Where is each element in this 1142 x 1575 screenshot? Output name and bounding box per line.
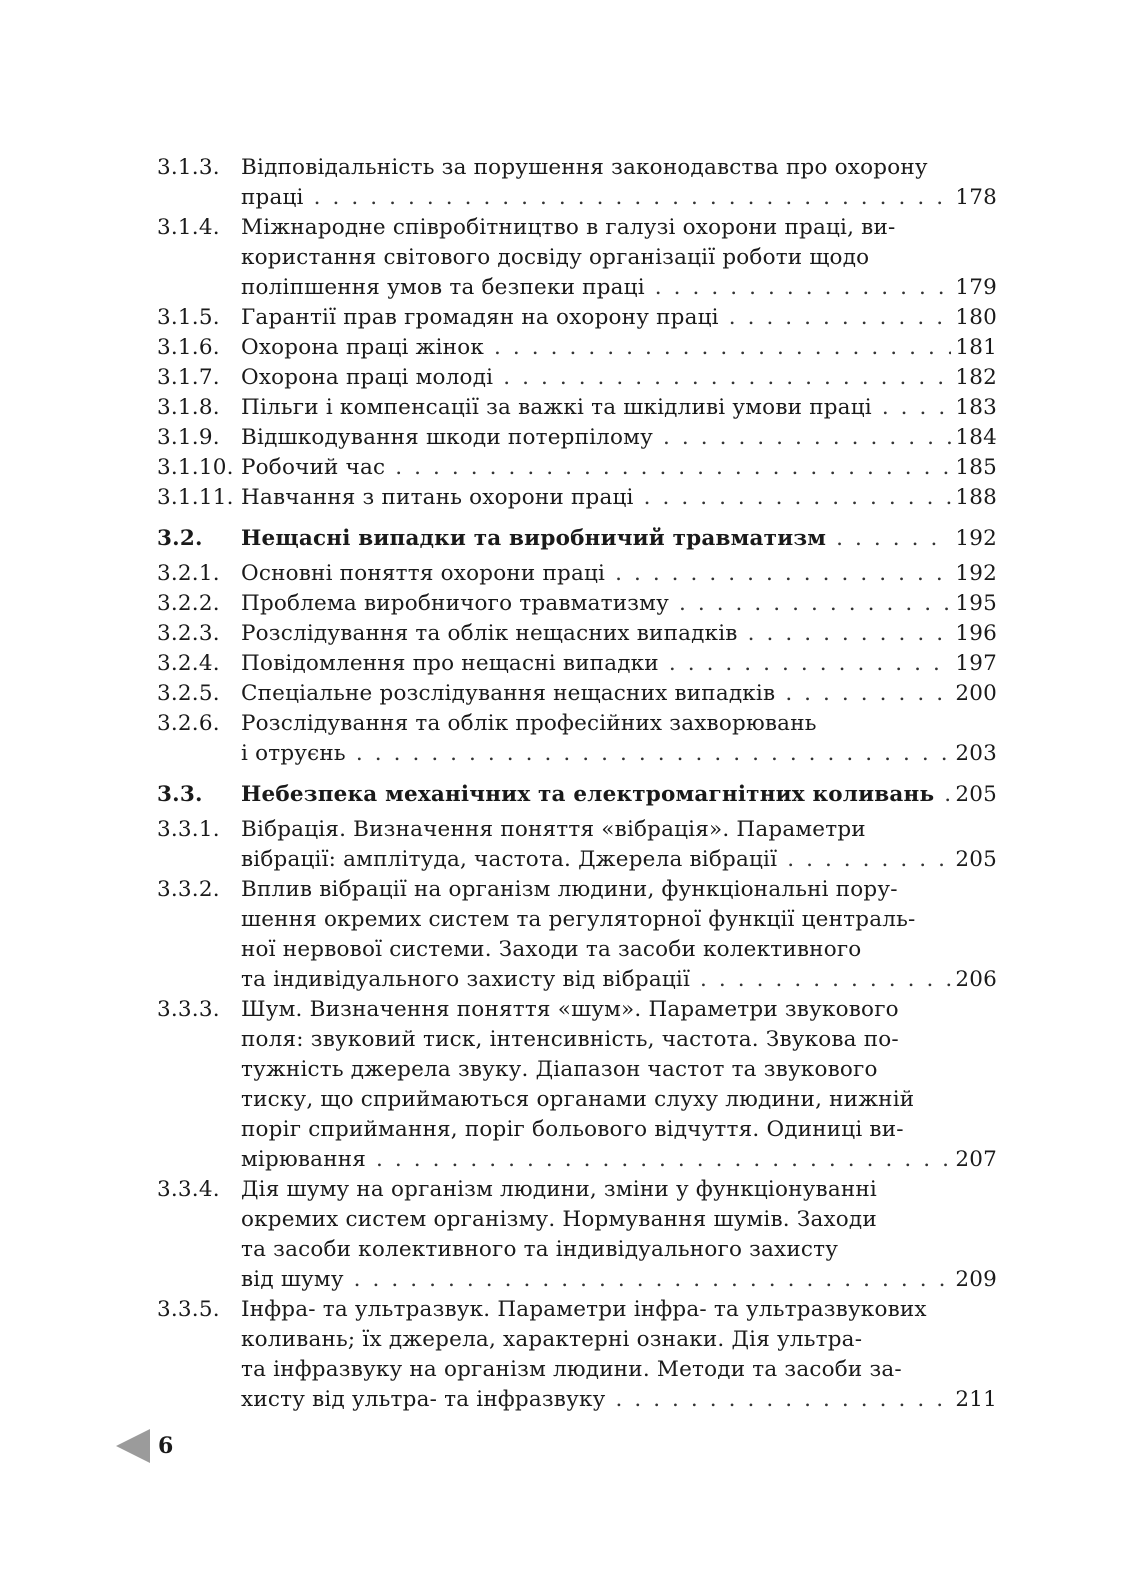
dot-leader <box>494 333 951 363</box>
entry-number: 3.1.10. <box>157 455 234 480</box>
entry-last-line <box>241 303 997 333</box>
entry-number: 3.3. <box>157 782 203 807</box>
entry-page-number: 188 <box>955 485 997 510</box>
entry-number: 3.2.1. <box>157 561 220 586</box>
entry-title <box>241 153 997 213</box>
entry-number: 3.2.2. <box>157 591 220 616</box>
entry-page-number: 207 <box>955 1147 997 1172</box>
dot-leader <box>356 739 952 769</box>
entry-number: 3.2.5. <box>157 681 220 706</box>
entry-page-number: 197 <box>955 651 997 676</box>
toc-entry <box>157 483 997 513</box>
page-footer <box>116 1426 173 1466</box>
dot-leader <box>644 483 952 513</box>
dot-leader <box>314 183 952 213</box>
entry-title-line: поріг сприймання, поріг больового відчуття. Одиниці ви- <box>241 1117 904 1142</box>
entry-page-number: 183 <box>955 395 997 420</box>
entry-last-line <box>241 1265 997 1295</box>
entry-title-line: Міжнародне співробітництво в галузі охорони праці, ви- <box>241 215 896 240</box>
entry-title <box>241 363 997 393</box>
entry-last-line <box>241 483 997 513</box>
toc-entry <box>157 153 997 213</box>
entry-title <box>241 679 997 709</box>
toc-entry <box>157 393 997 423</box>
entry-title <box>241 589 997 619</box>
entry-number: 3.1.4. <box>157 215 220 240</box>
entry-number: 3.2. <box>157 526 203 551</box>
entry-number: 3.3.1. <box>157 817 220 842</box>
entry-title-line: від шуму <box>241 1267 344 1292</box>
entry-number: 3.1.6. <box>157 335 220 360</box>
entry-title <box>241 333 997 363</box>
dot-leader <box>354 1265 952 1295</box>
entry-title-line: вібрації: амплітуда, частота. Джерела вібрації <box>241 847 778 872</box>
entry-title <box>241 1175 997 1295</box>
dot-leader <box>655 273 952 303</box>
entry-title-line: та індивідуального захисту від вібрації <box>241 967 691 992</box>
dot-leader <box>679 589 951 619</box>
toc-entry <box>157 213 997 303</box>
entry-title-line: Повідомлення про нещасні випадки <box>241 651 659 676</box>
entry-last-line <box>241 649 997 679</box>
entry-page-number: 178 <box>955 185 997 210</box>
toc-entry <box>157 649 997 679</box>
dot-leader <box>669 649 952 679</box>
entry-number: 3.3.4. <box>157 1177 220 1202</box>
entry-number: 3.1.7. <box>157 365 220 390</box>
entry-title-line: тиску, що сприймаються органами слуху людини, нижній <box>241 1087 915 1112</box>
entry-title <box>241 995 997 1175</box>
entry-title <box>241 780 997 810</box>
entry-title-line: коливань; їх джерела, характерні ознаки. Дія ультра- <box>241 1327 863 1352</box>
entry-number: 3.2.6. <box>157 711 220 736</box>
table-of-contents <box>157 153 997 1415</box>
entry-page-number: 180 <box>955 305 997 330</box>
entry-last-line <box>241 333 997 363</box>
entry-title-line: і отруєнь <box>241 741 346 766</box>
page-number: 6 <box>158 1433 174 1459</box>
entry-number: 3.3.3. <box>157 997 220 1022</box>
entry-title <box>241 524 997 554</box>
toc-entry <box>157 589 997 619</box>
entry-title-line: поліпшення умов та безпеки праці <box>241 275 645 300</box>
toc-section <box>157 780 997 810</box>
entry-title-line: мірювання <box>241 1147 367 1172</box>
toc-entry <box>157 1295 997 1415</box>
entry-title-line: Відповідальність за порушення законодавства про охорону <box>241 155 928 180</box>
entry-page-number: 203 <box>955 741 997 766</box>
dot-leader <box>376 1145 951 1175</box>
entry-last-line <box>241 619 997 649</box>
toc-entry <box>157 559 997 589</box>
dot-leader <box>785 679 951 709</box>
entry-last-line <box>241 524 997 554</box>
toc-entry <box>157 1175 997 1295</box>
dot-leader <box>748 619 952 649</box>
entry-title-line: хисту від ультра- та інфразвуку <box>241 1387 606 1412</box>
entry-title-line: та засоби колективного та індивідуального захисту <box>241 1237 839 1262</box>
entry-title-line: Розслідування та облік нещасних випадків <box>241 621 738 646</box>
toc-entry <box>157 423 997 453</box>
entry-number: 3.3.5. <box>157 1297 220 1322</box>
entry-last-line <box>241 393 997 423</box>
entry-title-line: Інфра- та ультразвук. Параметри інфра- та ультразвукових <box>241 1297 927 1322</box>
entry-page-number: 182 <box>955 365 997 390</box>
entry-number: 3.1.5. <box>157 305 220 330</box>
entry-title-line: окремих систем організму. Нормування шумів. Заходи <box>241 1207 877 1232</box>
entry-last-line <box>241 559 997 589</box>
entry-title-line: користання світового досвіду організації роботи щодо <box>241 245 870 270</box>
entry-page-number: 205 <box>955 782 997 807</box>
entry-title <box>241 213 997 303</box>
entry-title-line: праці <box>241 185 304 210</box>
entry-title <box>241 649 997 679</box>
entry-page-number: 206 <box>955 967 997 992</box>
entry-last-line <box>241 363 997 393</box>
entry-last-line <box>241 453 997 483</box>
toc-section <box>157 524 997 554</box>
entry-page-number: 209 <box>955 1267 997 1292</box>
entry-title <box>241 815 997 875</box>
entry-number: 3.1.3. <box>157 155 220 180</box>
entry-last-line <box>241 183 997 213</box>
entry-title-line: Основні поняття охорони праці <box>241 561 606 586</box>
entry-number: 3.1.11. <box>157 485 234 510</box>
toc-entry <box>157 875 997 995</box>
entry-title <box>241 709 997 769</box>
dot-leader <box>882 393 952 423</box>
dot-leader <box>836 524 951 554</box>
entry-title-line: Вібрація. Визначення поняття «вібрація». Параметри <box>241 817 866 842</box>
entry-title <box>241 559 997 589</box>
entry-last-line <box>241 273 997 303</box>
entry-number: 3.2.4. <box>157 651 220 676</box>
entry-title-line: Дія шуму на організм людини, зміни у функціонуванні <box>241 1177 877 1202</box>
dot-leader <box>787 845 951 875</box>
entry-title-line: Вплив вібрації на організм людини, функціональні пору- <box>241 877 898 902</box>
toc-entry <box>157 453 997 483</box>
entry-title-line: Робочий час <box>241 455 386 480</box>
dot-leader <box>615 559 951 589</box>
left-triangle-icon <box>116 1429 150 1463</box>
entry-page-number: 181 <box>955 335 997 360</box>
entry-title-line: Гарантії прав громадян на охорону праці <box>241 305 719 330</box>
entry-title-line: Пільги і компенсації за важкі та шкідливі умови праці <box>241 395 872 420</box>
entry-title-line: тужність джерела звуку. Діапазон частот та звукового <box>241 1057 878 1082</box>
dot-leader <box>395 453 951 483</box>
entry-last-line <box>241 780 997 810</box>
dot-leader <box>503 363 951 393</box>
toc-entry <box>157 815 997 875</box>
entry-title-line: Відшкодування шкоди потерпілому <box>241 425 653 450</box>
entry-title-line: Проблема виробничого травматизму <box>241 591 669 616</box>
entry-title <box>241 619 997 649</box>
entry-title-line: Навчання з питань охорони праці <box>241 485 634 510</box>
entry-title <box>241 303 997 333</box>
dot-leader <box>729 303 952 333</box>
entry-page-number: 196 <box>955 621 997 646</box>
entry-page-number: 192 <box>955 561 997 586</box>
toc-entry <box>157 363 997 393</box>
dot-leader <box>944 780 951 810</box>
toc-entry <box>157 679 997 709</box>
toc-entry <box>157 303 997 333</box>
entry-title-line: поля: звуковий тиск, інтенсивність, частота. Звукова по- <box>241 1027 899 1052</box>
entry-page-number: 192 <box>955 526 997 551</box>
dot-leader <box>615 1385 951 1415</box>
entry-title <box>241 483 997 513</box>
entry-last-line <box>241 589 997 619</box>
entry-number: 3.3.2. <box>157 877 220 902</box>
entry-page-number: 205 <box>955 847 997 872</box>
entry-title-line: ної нервової системи. Заходи та засоби колективного <box>241 937 862 962</box>
entry-last-line <box>241 1145 997 1175</box>
entry-title <box>241 875 997 995</box>
toc-entry <box>157 709 997 769</box>
entry-page-number: 184 <box>955 425 997 450</box>
entry-page-number: 179 <box>955 275 997 300</box>
entry-last-line <box>241 1385 997 1415</box>
entry-title-line: Охорона праці жінок <box>241 335 484 360</box>
toc-entry <box>157 333 997 363</box>
entry-last-line <box>241 423 997 453</box>
entry-last-line <box>241 845 997 875</box>
entry-page-number: 211 <box>955 1387 997 1412</box>
dot-leader <box>700 965 951 995</box>
entry-title-line: Охорона праці молоді <box>241 365 494 390</box>
entry-title <box>241 453 997 483</box>
entry-title-line: Нещасні випадки та виробничий травматизм <box>241 526 827 551</box>
entry-title <box>241 423 997 453</box>
entry-title-line: Розслідування та облік професійних захворювань <box>241 711 817 736</box>
entry-page-number: 185 <box>955 455 997 480</box>
entry-title-line: шення окремих систем та регуляторної функції централь- <box>241 907 916 932</box>
entry-title-line: та інфразвуку на організм людини. Методи та засоби за- <box>241 1357 902 1382</box>
entry-page-number: 195 <box>955 591 997 616</box>
entry-last-line <box>241 679 997 709</box>
entry-number: 3.1.9. <box>157 425 220 450</box>
dot-leader <box>663 423 951 453</box>
entry-title-line: Небезпека механічних та електромагнітних коливань <box>241 782 935 807</box>
toc-entry <box>157 995 997 1175</box>
entry-number: 3.2.3. <box>157 621 220 646</box>
entry-title <box>241 1295 997 1415</box>
entry-title-line: Шум. Визначення поняття «шум». Параметри звукового <box>241 997 899 1022</box>
entry-last-line <box>241 739 997 769</box>
entry-title-line: Спеціальне розслідування нещасних випадків <box>241 681 776 706</box>
entry-page-number: 200 <box>955 681 997 706</box>
entry-title <box>241 393 997 423</box>
entry-last-line <box>241 965 997 995</box>
entry-number: 3.1.8. <box>157 395 220 420</box>
toc-entry <box>157 619 997 649</box>
